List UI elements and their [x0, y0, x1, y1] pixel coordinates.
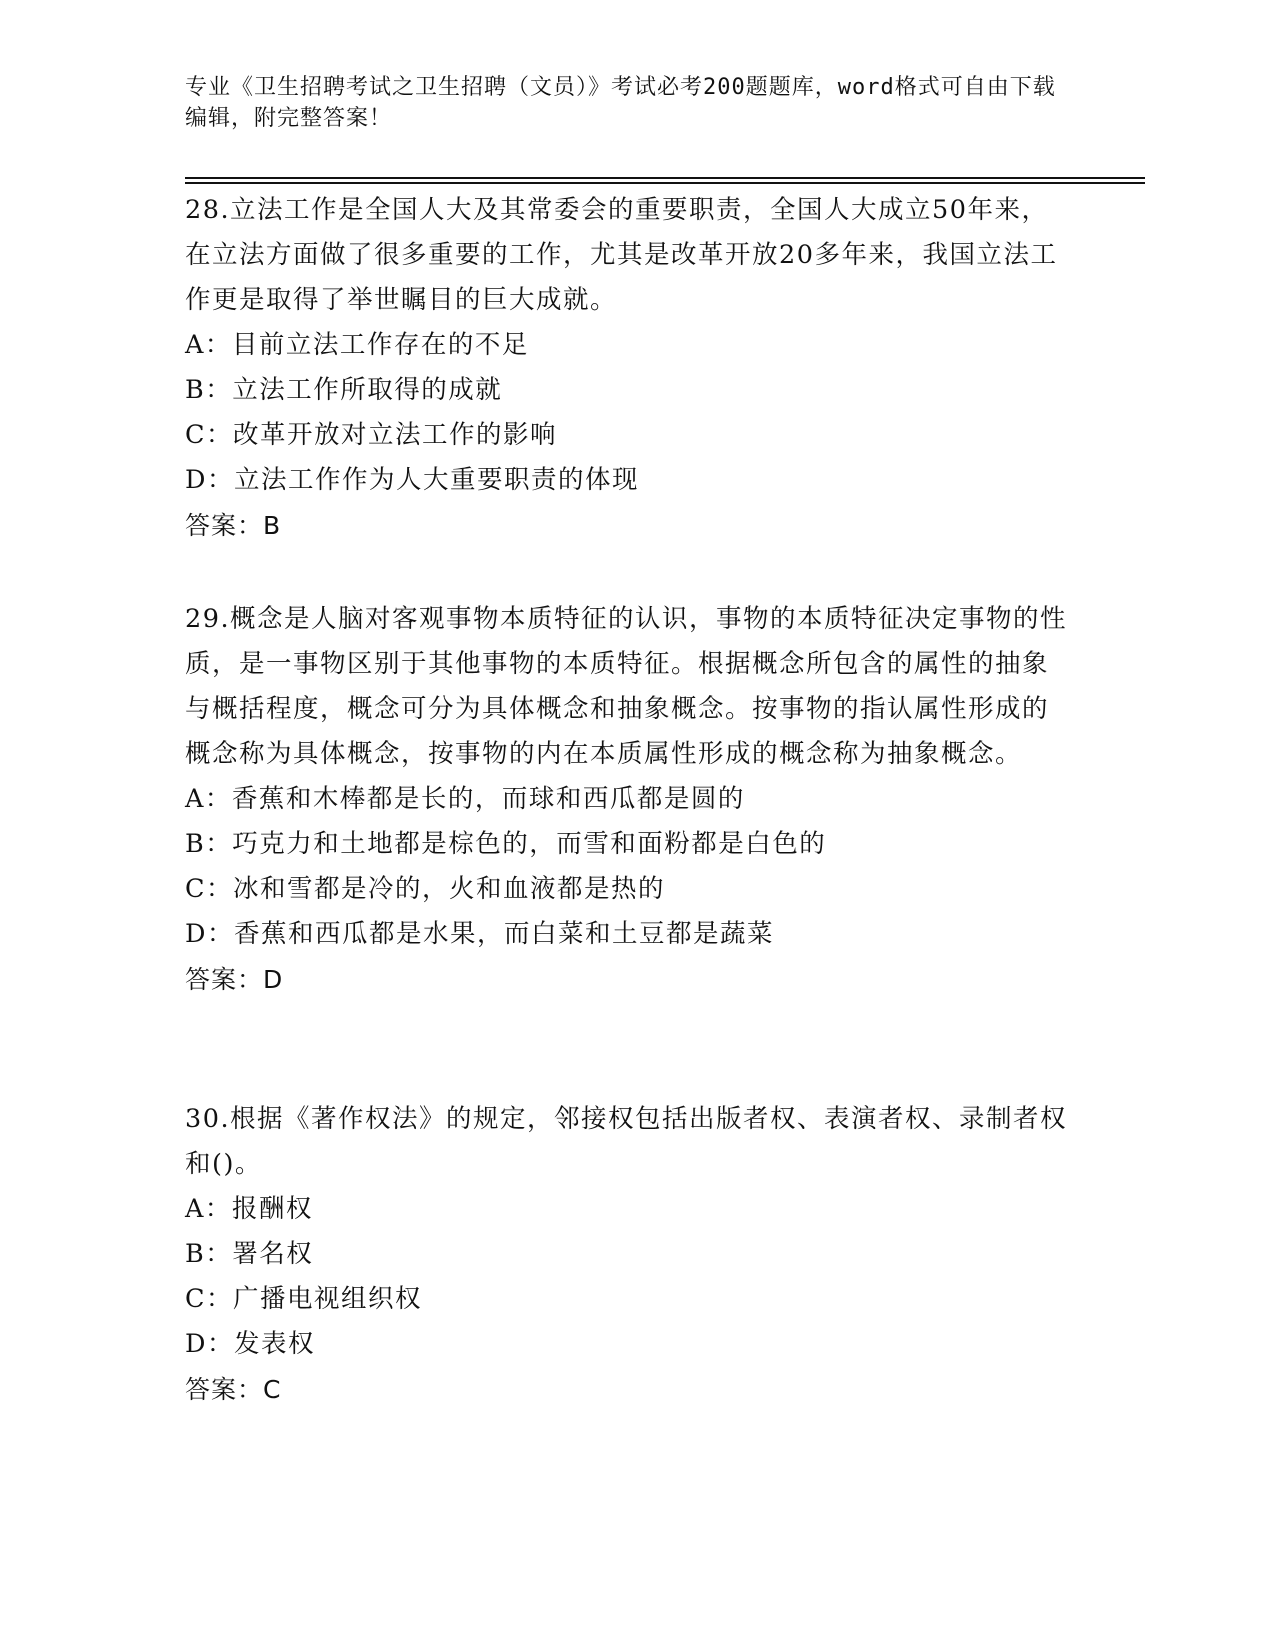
question-29	[185, 597, 1075, 1002]
answer-label: 答案：B	[185, 511, 282, 540]
question-stem: 30.根据《著作权法》的规定，邻接权包括出版者权、表演者权、录制者权和()。	[185, 1104, 1068, 1179]
option-d: D：发表权	[185, 1329, 315, 1359]
option-c: C：冰和雪都是冷的，火和血液都是热的	[185, 874, 666, 904]
question-30	[185, 1097, 1075, 1412]
question-28	[185, 188, 1075, 548]
option-a: A：报酬权	[185, 1194, 313, 1224]
option-b: B：署名权	[185, 1239, 314, 1269]
option-b: B：巧克力和土地都是棕色的，而雪和面粉都是白色的	[185, 829, 827, 859]
header-divider-top	[185, 177, 1145, 179]
option-c: C：改革开放对立法工作的影响	[185, 420, 558, 450]
answer-label: 答案：C	[185, 1375, 282, 1404]
option-c: C：广播电视组织权	[185, 1284, 423, 1314]
option-a: A：香蕉和木棒都是长的，而球和西瓜都是圆的	[185, 784, 745, 814]
option-d: D：香蕉和西瓜都是水果，而白菜和土豆都是蔬菜	[185, 919, 774, 949]
document-intro: 专业《卫生招聘考试之卫生招聘（文员）》考试必考200题题库，word格式可自由下载编辑，附完整答案！	[185, 75, 1056, 131]
question-stem: 29.概念是人脑对客观事物本质特征的认识，事物的本质特征决定事物的性质，是一事物区别于其他事物的本质特征。根据概念所包含的属性的抽象与概括程度，概念可分为具体概念和抽象概念。按事物的指认属性形成的概念称为具体概念，按事物的内在本质属性形成的概念称为抽象概念。	[185, 604, 1068, 769]
option-a: A：目前立法工作存在的不足	[185, 330, 529, 360]
answer-label: 答案：D	[185, 965, 284, 994]
option-d: D：立法工作作为人大重要职责的体现	[185, 465, 639, 495]
question-stem: 28.立法工作是全国人大及其常委会的重要职责，全国人大成立50年来，在立法方面做了很多重要的工作，尤其是改革开放20多年来，我国立法工作更是取得了举世瞩目的巨大成就。	[185, 195, 1058, 315]
header-divider-bottom	[185, 182, 1145, 184]
option-b: B：立法工作所取得的成就	[185, 375, 503, 405]
